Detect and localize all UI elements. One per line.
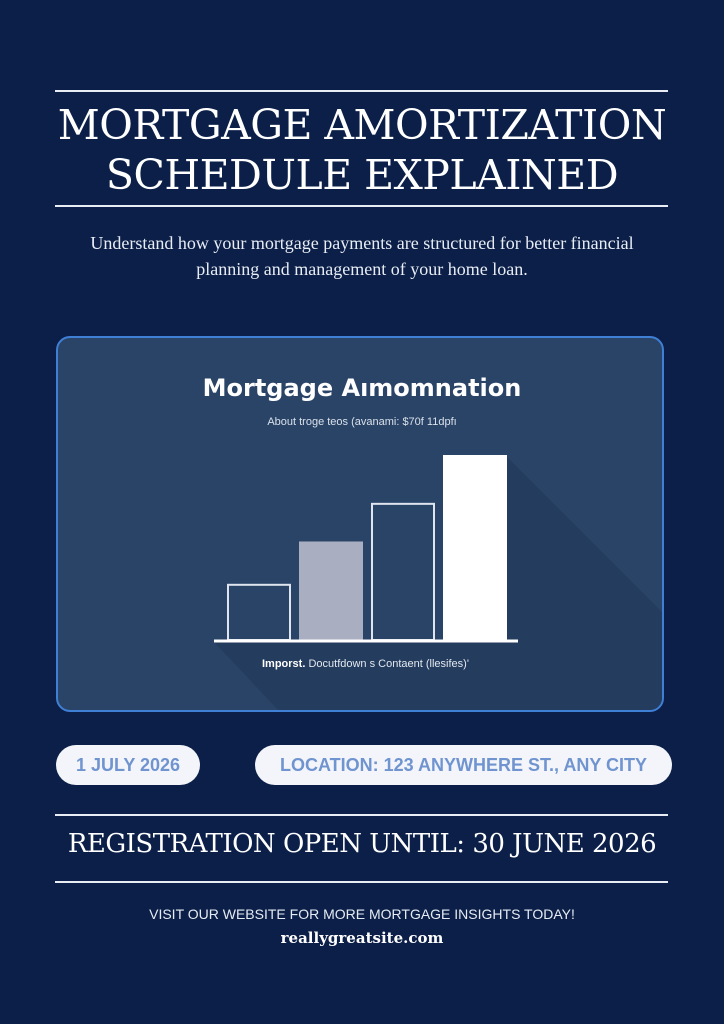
website-link[interactable]: reallygreatsite.com xyxy=(280,929,444,947)
registration-top-rule xyxy=(55,814,668,816)
title-bottom-rule xyxy=(55,205,668,207)
title-line-1: MORTGAGE AMORTIZATION xyxy=(57,101,667,149)
illustration-footer-bold: Imporst. xyxy=(262,658,306,670)
illustration-bar-4 xyxy=(444,456,506,640)
illustration-subtitle: About troge teos (avanami: $70f 11dpfı xyxy=(267,416,457,428)
illustration-bar-3 xyxy=(372,504,434,640)
visit-website-text: VISIT OUR WEBSITE FOR MORE MORTGAGE INSIGHTS TODAY! xyxy=(149,906,575,922)
illustration-title: Mortgage Aımomnation xyxy=(202,374,522,402)
page-subtitle: Understand how your mortgage payments are structured for better financial planning and management of your home loan. xyxy=(90,233,634,279)
event-date-badge: 1 JULY 2026 xyxy=(56,745,200,785)
event-location-badge: LOCATION: 123 ANYWHERE ST., ANY CITY xyxy=(255,745,672,785)
page-title xyxy=(0,100,724,200)
bars-group xyxy=(228,456,506,640)
registration-deadline: REGISTRATION OPEN UNTIL: 30 JUNE 2026 xyxy=(67,829,657,859)
title-line-2: SCHEDULE EXPLAINED xyxy=(105,151,619,199)
registration-bottom-rule xyxy=(55,881,668,883)
illustration-bar-2 xyxy=(300,542,362,640)
illustration-footer xyxy=(262,658,469,670)
illustration-bar-1 xyxy=(228,585,290,640)
top-rule xyxy=(55,90,668,92)
illustration-card xyxy=(56,336,664,712)
illustration-footer-text: Docutfdown s Contaent (llesifes)' xyxy=(305,658,469,670)
